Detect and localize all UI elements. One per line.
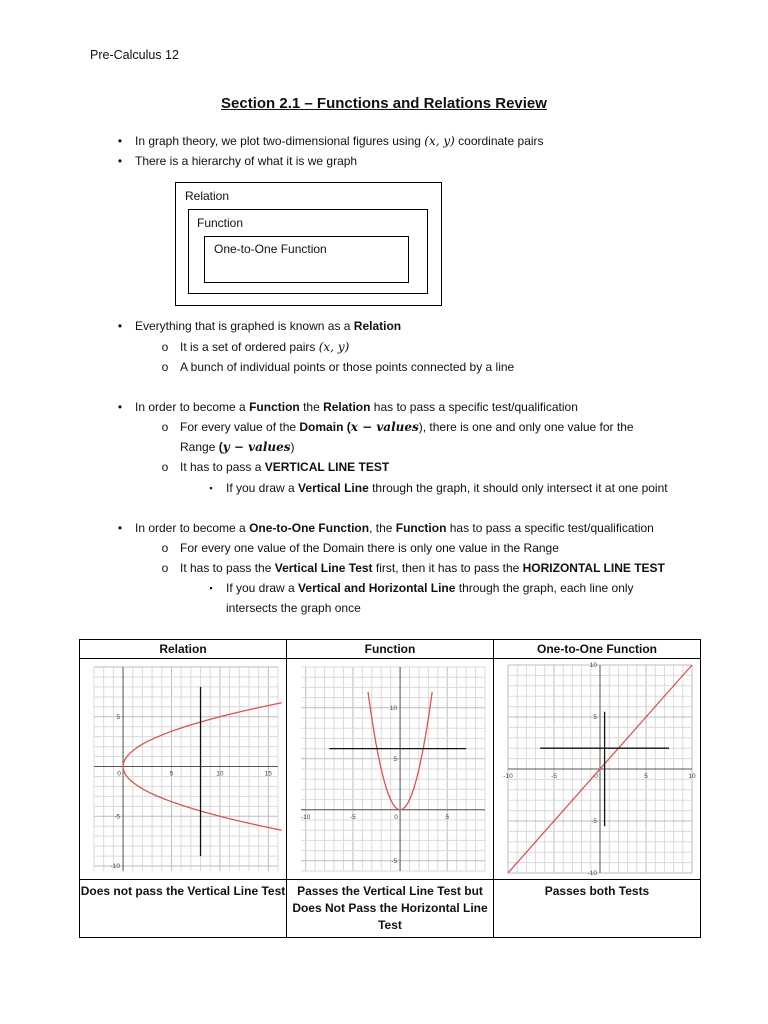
y-tick-label: -10 (587, 870, 597, 877)
x-tick-label: 5 (169, 770, 174, 778)
onetoone-bullet: • In order to become a One-to-One Function, the Function has to pass a specific test/qualification (117, 521, 654, 535)
relation-bullet: • Everything that is graphed is known as a Relation (117, 319, 402, 333)
comparison-table (79, 639, 701, 938)
relation-graph-cell (80, 659, 287, 880)
function-bullet: • In order to become a Function the Relation has to pass a specific test/qualification (117, 400, 578, 414)
y-tick-label: 10 (589, 662, 597, 669)
page-title: Section 2.1 – Functions and Relations Review (221, 95, 547, 112)
intro-bullet-2: • There is a hierarchy of what it is we graph (117, 154, 358, 168)
x-tick-label: 10 (216, 770, 224, 778)
y-tick-label: -5 (114, 813, 121, 821)
x-tick-label: -5 (350, 813, 356, 821)
onetoone-sub-2: o It has to pass the Vertical Line Test first, then it has to pass the HORIZONTAL LINE TEST (161, 561, 665, 575)
function-caption: Passes the Vertical Line Test but Does Not Pass the Horizontal Line Test (287, 880, 494, 938)
relation-sub-2: o A bunch of individual points or those points connected by a line (161, 360, 515, 374)
page-header: Pre-Calculus 12 (90, 48, 179, 62)
function-sub-1: o For every value of the Domain (x − values), there is one and only one value for the (161, 420, 634, 434)
onetoone-caption: Passes both Tests (494, 880, 701, 938)
y-tick-label: 5 (116, 713, 121, 721)
onetoone-graph-cell (494, 659, 701, 880)
x-tick-label: 5 (445, 813, 450, 821)
x-tick-label: 5 (644, 773, 648, 780)
relation-caption: Does not pass the Vertical Line Test (80, 880, 287, 938)
x-tick-label: -5 (551, 773, 557, 780)
one-to-one-box (204, 236, 409, 283)
onetoone-subsub: ▪ If you draw a Vertical and Horizontal Line through the graph, each line only (209, 581, 634, 595)
x-tick-label: 0 (394, 813, 398, 821)
onetoone-graph (494, 659, 701, 879)
header-relation: Relation (80, 640, 287, 659)
function-graph-cell (287, 659, 494, 880)
onetoone-subsub-cont: intersects the graph once (226, 601, 361, 615)
y-tick-label: 5 (393, 755, 398, 763)
x-tick-label: 0 (117, 770, 121, 778)
relation-sub-1: o It is a set of ordered pairs (x, y) (161, 340, 350, 354)
y-tick-label: -10 (110, 863, 121, 871)
function-subsub: ▪ If you draw a Vertical Line through the graph, it should only intersect it at one point (209, 481, 668, 495)
onetoone-sub-1: o For every one value of the Domain there is only one value in the Range (161, 541, 559, 555)
function-sub-1-cont: Range (y − values) (180, 440, 295, 454)
y-tick-label: 5 (593, 714, 597, 721)
relation-graph (80, 659, 287, 879)
intro-bullet-1: • In graph theory, we plot two-dimensional figures using (x, y) coordinate pairs (117, 134, 544, 148)
x-tick-label: 0 (594, 773, 598, 780)
x-tick-label: 15 (264, 770, 272, 778)
y-tick-label: 10 (389, 704, 398, 712)
relation-box-label: Relation (185, 189, 230, 203)
header-function: Function (287, 640, 494, 659)
function-graph (287, 659, 494, 879)
function-sub-2: o It has to pass a VERTICAL LINE TEST (161, 460, 390, 474)
header-one-to-one: One-to-One Function (494, 640, 701, 659)
x-tick-label: 10 (688, 773, 696, 780)
x-tick-label: -10 (503, 773, 513, 780)
one-to-one-box-label: One-to-One Function (214, 242, 327, 256)
y-tick-label: -5 (391, 857, 398, 865)
y-tick-label: -5 (591, 818, 597, 825)
x-tick-label: -10 (301, 813, 311, 821)
function-box-label: Function (197, 216, 244, 230)
